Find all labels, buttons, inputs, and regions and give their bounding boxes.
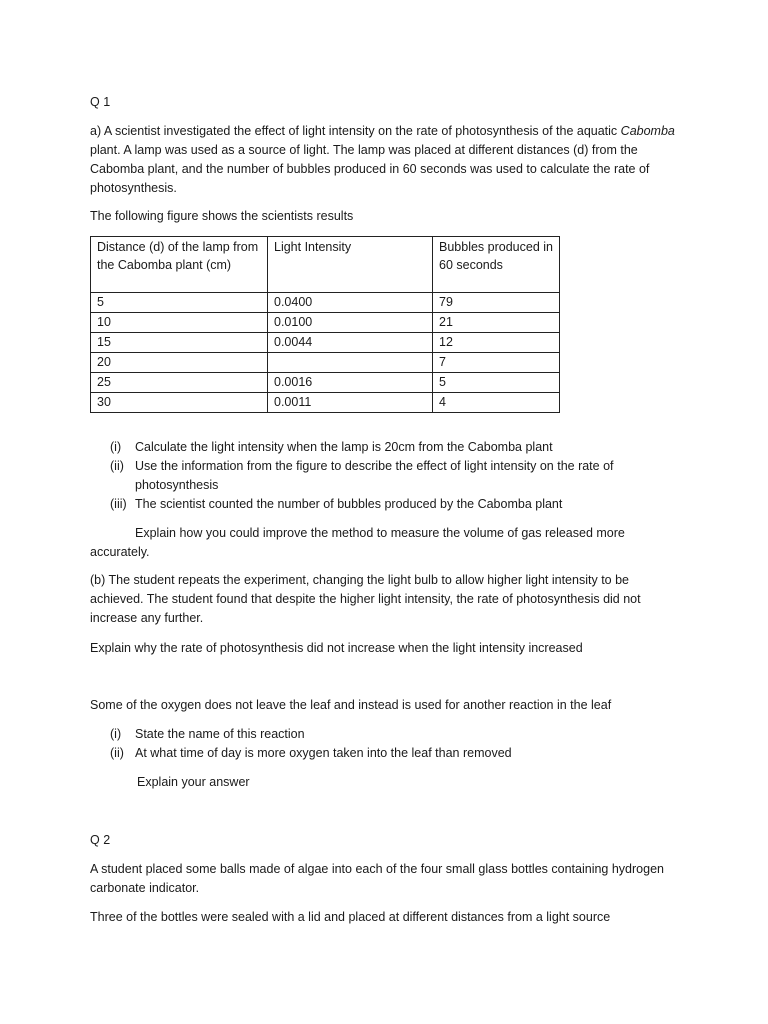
cell-bubbles: 79: [433, 293, 560, 313]
results-table: [90, 236, 560, 413]
table-row: [91, 333, 560, 353]
question-2-para-2: Three of the bottles were sealed with a lid and placed at different distances from a light source: [90, 910, 611, 924]
list-text: Use the information from the figure to describe the effect of light intensity on the rate of photosynthesis: [135, 459, 614, 492]
table-row: [91, 313, 560, 333]
header-distance: Distance (d) of the lamp from the Cabomba plant (cm): [91, 237, 268, 293]
explain-b-text: Explain why the rate of photosynthesis did not increase when the light intensity increased: [90, 641, 583, 655]
table-row: [91, 373, 560, 393]
cell-bubbles: 12: [433, 333, 560, 353]
question-1a-intro: [90, 122, 680, 198]
table-row: [91, 393, 560, 413]
table-header-row: [91, 237, 560, 293]
cell-intensity: 0.0016: [268, 373, 433, 393]
species-name: Cabomba: [620, 124, 675, 138]
question-1-title: Q 1: [90, 95, 111, 109]
list-text: Calculate the light intensity when the lamp is 20cm from the Cabomba plant: [135, 440, 553, 454]
list-number: (ii): [110, 746, 124, 760]
cell-distance: 10: [91, 313, 268, 333]
cell-intensity: 0.0400: [268, 293, 433, 313]
cell-intensity: 0.0100: [268, 313, 433, 333]
header-light-intensity: Light Intensity: [268, 237, 433, 293]
cell-intensity: 0.0011: [268, 393, 433, 413]
improve-method-text: Explain how you could improve the method to measure the volume of gas released more accurately.: [90, 526, 625, 559]
sub-question-list: [110, 438, 670, 514]
table-row: [91, 353, 560, 373]
cell-intensity: [268, 353, 433, 373]
cell-bubbles: 4: [433, 393, 560, 413]
cell-distance: 25: [91, 373, 268, 393]
intro-rest: plant. A lamp was used as a source of light. The lamp was placed at different distances (d) from the Cabomba plant, and the number of bubbles produced in 60 seconds was used to calculate the rate of photosynthesis.: [90, 143, 650, 195]
oxygen-question-list: [110, 725, 670, 763]
list-item: [110, 438, 670, 457]
cell-bubbles: 21: [433, 313, 560, 333]
oxygen-text: Some of the oxygen does not leave the leaf and instead is used for another reaction in the leaf: [90, 698, 612, 712]
question-2-title: Q 2: [90, 833, 111, 847]
cell-distance: 30: [91, 393, 268, 413]
cell-bubbles: 7: [433, 353, 560, 373]
list-item: [110, 725, 670, 744]
cell-distance: 20: [91, 353, 268, 373]
cell-distance: 5: [91, 293, 268, 313]
list-item: [110, 744, 670, 763]
question-2-para-1: A student placed some balls made of algae into each of the four small glass bottles containing hydrogen carbonate indicator.: [90, 862, 664, 895]
explain-answer-text: Explain your answer: [137, 775, 250, 789]
list-number: (ii): [110, 459, 124, 473]
list-number: (i): [110, 727, 122, 741]
intro-line-1: a) A scientist investigated the effect of light intensity on the rate of photosynthesis of the aquatic: [90, 124, 618, 138]
figure-caption: The following figure shows the scientists results: [90, 209, 354, 223]
header-bubbles: Bubbles produced in 60 seconds: [433, 237, 560, 293]
list-number: (i): [110, 440, 122, 454]
list-item: [110, 495, 670, 514]
cell-intensity: 0.0044: [268, 333, 433, 353]
table-row: [91, 293, 560, 313]
list-text: At what time of day is more oxygen taken into the leaf than removed: [135, 746, 512, 760]
list-item: [110, 457, 670, 495]
cell-bubbles: 5: [433, 373, 560, 393]
list-text: The scientist counted the number of bubbles produced by the Cabomba plant: [135, 497, 563, 511]
part-b-text: (b) The student repeats the experiment, changing the light bulb to allow higher light intensity to be achieved. The student found that despite the higher light intensity, the rate of photosynthesis did not increase any further.: [90, 573, 641, 625]
list-number: (iii): [110, 497, 127, 511]
cell-distance: 15: [91, 333, 268, 353]
list-text: State the name of this reaction: [135, 727, 305, 741]
